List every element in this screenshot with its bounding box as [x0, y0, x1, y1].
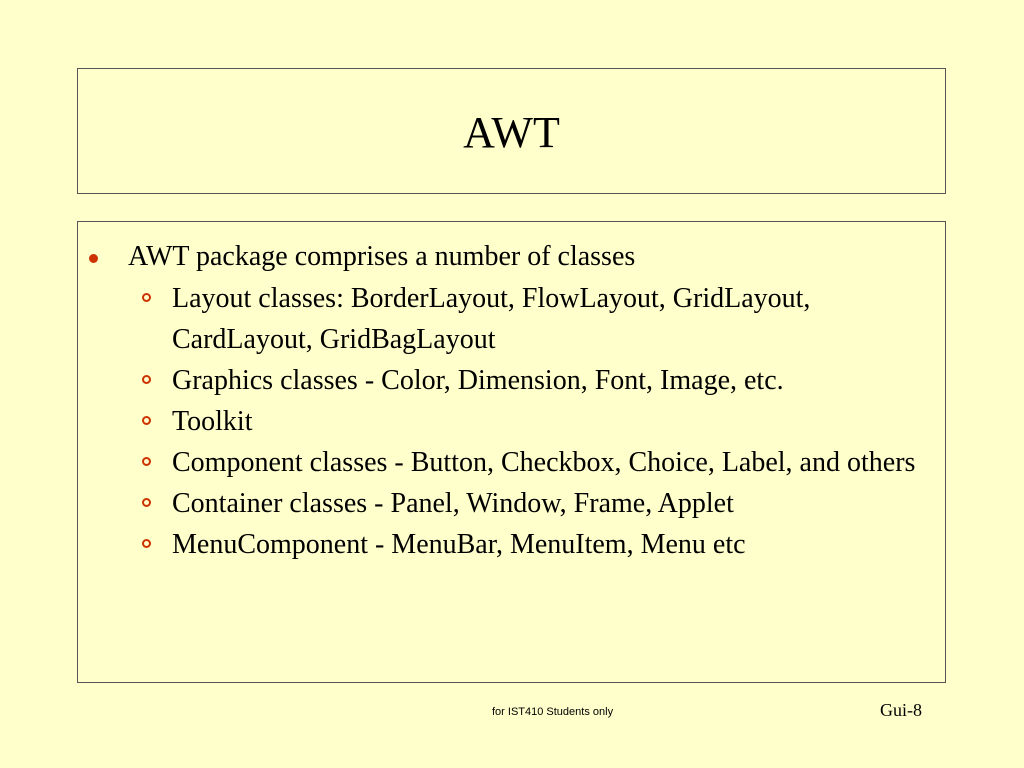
ring-bullet-icon [142, 293, 151, 302]
sub-bullet-list [172, 278, 932, 565]
sub-bullet-text: Component classes - Button, Checkbox, Choice, Label, and others [172, 447, 916, 478]
content-box [77, 221, 946, 683]
sub-bullet-item [172, 483, 932, 524]
bullet-dot-icon [89, 254, 98, 263]
sub-bullet-item [172, 360, 932, 401]
sub-bullet-item [172, 442, 932, 483]
sub-bullet-text: MenuComponent - MenuBar, MenuItem, Menu etc [172, 529, 746, 560]
slide-number: Gui-8 [880, 700, 922, 720]
sub-bullet-item [172, 278, 932, 360]
title-box [77, 68, 946, 194]
ring-bullet-icon [142, 457, 151, 466]
footer-note: for IST410 Students only [492, 706, 614, 718]
slide-title: AWT [463, 108, 560, 157]
ring-bullet-icon [142, 539, 151, 548]
sub-bullet-text: Toolkit [172, 406, 253, 437]
sub-bullet-item [172, 524, 932, 565]
ring-bullet-icon [142, 375, 151, 384]
main-bullet [128, 236, 928, 278]
ring-bullet-icon [142, 498, 151, 507]
ring-bullet-icon [142, 416, 151, 425]
sub-bullet-text: Layout classes: BorderLayout, FlowLayout, GridLayout, CardLayout, GridBagLayout [172, 283, 811, 355]
sub-bullet-item [172, 401, 932, 442]
sub-bullet-text: Container classes - Panel, Window, Frame, Applet [172, 488, 734, 519]
sub-bullet-text: Graphics classes - Color, Dimension, Font, Image, etc. [172, 365, 784, 396]
main-bullet-text: AWT package comprises a number of classes [128, 241, 636, 272]
